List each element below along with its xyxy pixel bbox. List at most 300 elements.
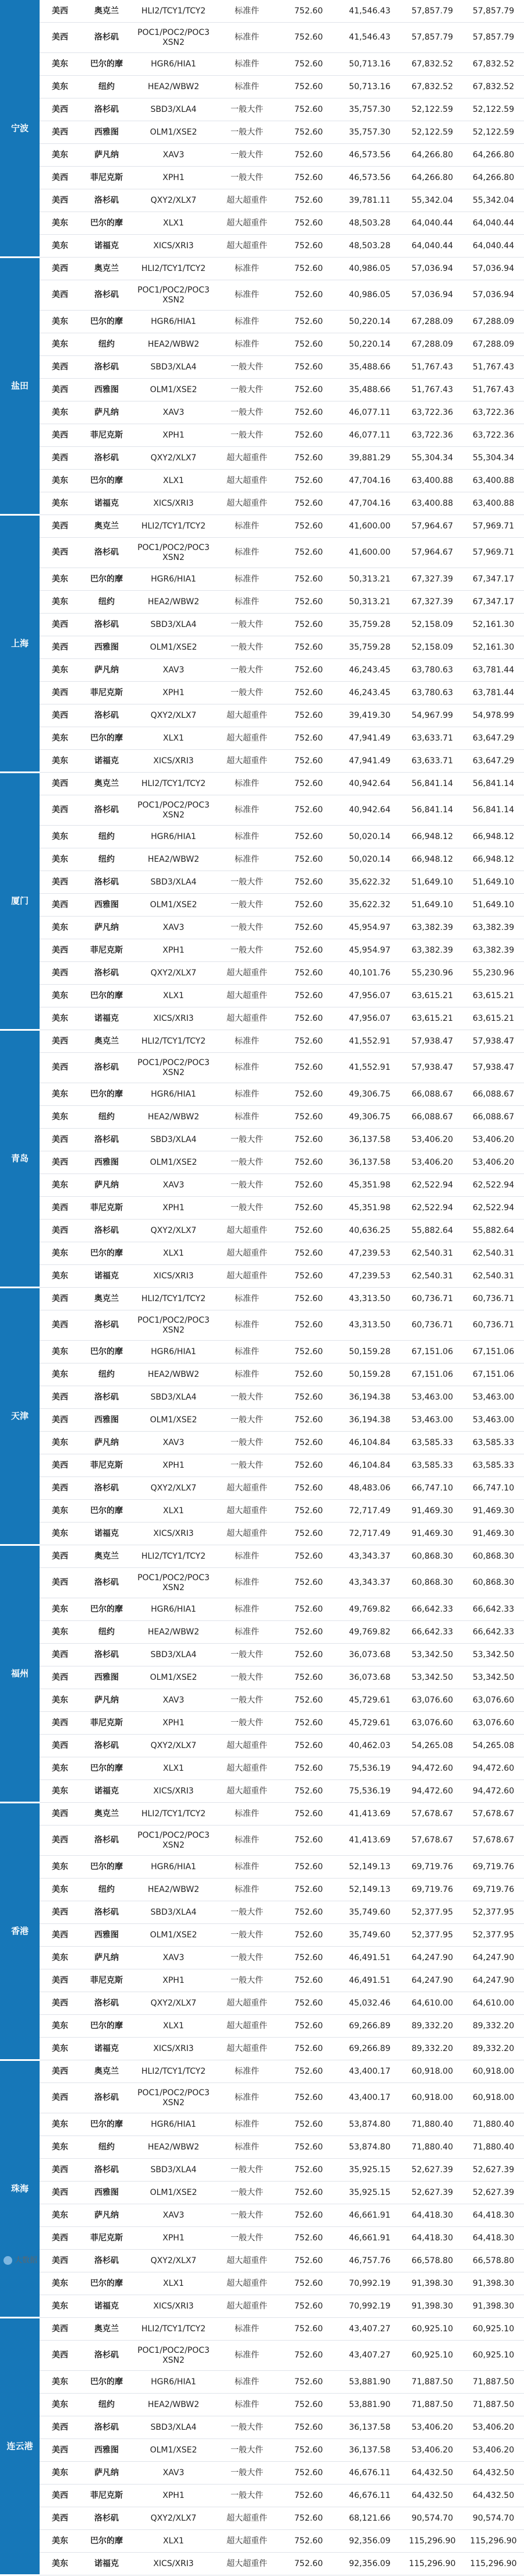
region-cell: 美西 [40, 424, 80, 447]
price-c-cell: 62,540.31 [463, 1265, 524, 1288]
region-cell: 美西 [40, 1477, 80, 1500]
price-c-cell: 63,076.60 [463, 1712, 524, 1735]
price-c-cell: 62,522.94 [463, 1197, 524, 1220]
item-type-cell: 一般大件 [214, 1644, 279, 1666]
price-a-cell: 41,413.69 [338, 1803, 402, 1826]
item-type-cell: 超大超重件 [214, 447, 279, 470]
item-type-cell: 一般大件 [214, 917, 279, 939]
price-b-cell: 63,780.63 [402, 682, 463, 704]
region-cell: 美东 [40, 2113, 80, 2136]
table-row [0, 1129, 524, 1151]
price-b-cell: 63,633.71 [402, 727, 463, 750]
price-c-cell: 63,615.21 [463, 1007, 524, 1030]
price-a-cell: 46,676.11 [338, 2485, 402, 2507]
price-c-cell: 53,342.50 [463, 1666, 524, 1689]
item-type-cell: 超大超重件 [214, 704, 279, 727]
price-a-cell: 39,419.30 [338, 704, 402, 727]
price-a-cell: 36,137.58 [338, 2439, 402, 2462]
port-name-cell: 宁波 [0, 0, 40, 258]
city-cell: 洛杉矶 [80, 356, 133, 379]
table-row [0, 2507, 524, 2530]
warehouse-code-cell: XLX1 [133, 985, 214, 1007]
price-b-cell: 66,578.80 [402, 2250, 463, 2272]
warehouse-code-cell: XLX1 [133, 1757, 214, 1780]
warehouse-code-cell: SBD3/XLA4 [133, 871, 214, 894]
item-type-cell: 标准件 [214, 0, 279, 23]
item-type-cell: 一般大件 [214, 1432, 279, 1454]
warehouse-code-cell: HLI2/TCY1/TCY2 [133, 0, 214, 23]
price-c-cell: 66,578.80 [463, 2250, 524, 2272]
region-cell: 美东 [40, 1083, 80, 1106]
price-b-cell: 57,964.67 [402, 538, 463, 568]
price-a-cell: 68,121.66 [338, 2507, 402, 2530]
price-a-cell: 75,536.19 [338, 1757, 402, 1780]
region-cell: 美西 [40, 2083, 80, 2113]
warehouse-code-cell: HLI2/TCY1/TCY2 [133, 1803, 214, 1826]
item-type-cell: 一般大件 [214, 894, 279, 917]
region-cell: 美西 [40, 2318, 80, 2341]
price-b-cell: 62,522.94 [402, 1197, 463, 1220]
price-a-cell: 41,552.91 [338, 1053, 402, 1083]
city-cell: 洛杉矶 [80, 2083, 133, 2113]
warehouse-code-cell: XAV3 [133, 1689, 214, 1712]
price-b-cell: 53,463.00 [402, 1409, 463, 1432]
table-row [0, 985, 524, 1007]
region-cell: 美东 [40, 333, 80, 356]
region-cell: 美东 [40, 1341, 80, 1363]
item-type-cell: 一般大件 [214, 1689, 279, 1712]
city-cell: 萨凡纳 [80, 1947, 133, 1969]
item-type-cell: 一般大件 [214, 1197, 279, 1220]
cost-value-cell: 752.60 [279, 750, 338, 773]
warehouse-code-cell: HLI2/TCY1/TCY2 [133, 1030, 214, 1053]
cost-value-cell: 752.60 [279, 2250, 338, 2272]
table-row [0, 2136, 524, 2159]
price-a-cell: 41,600.00 [338, 538, 402, 568]
price-a-cell: 72,717.49 [338, 1500, 402, 1523]
cost-value-cell: 752.60 [279, 2485, 338, 2507]
item-type-cell: 一般大件 [214, 2204, 279, 2227]
warehouse-code-cell: XLX1 [133, 2272, 214, 2295]
price-c-cell: 64,432.50 [463, 2462, 524, 2485]
warehouse-code-cell: XPH1 [133, 1712, 214, 1735]
price-b-cell: 63,076.60 [402, 1689, 463, 1712]
price-b-cell: 66,747.10 [402, 1477, 463, 1500]
region-cell: 美东 [40, 2272, 80, 2295]
price-c-cell: 66,642.33 [463, 1621, 524, 1644]
item-type-cell: 超大超重件 [214, 1992, 279, 2015]
price-b-cell: 60,918.00 [402, 2083, 463, 2113]
price-c-cell: 60,868.30 [463, 1568, 524, 1598]
item-type-cell: 标准件 [214, 848, 279, 871]
region-cell: 美西 [40, 0, 80, 23]
warehouse-code-cell: XICS/XRI3 [133, 2295, 214, 2318]
price-c-cell: 94,472.60 [463, 1757, 524, 1780]
city-cell: 菲尼克斯 [80, 1454, 133, 1477]
table-row [0, 2159, 524, 2182]
item-type-cell: 超大超重件 [214, 1757, 279, 1780]
city-cell: 奥克兰 [80, 1030, 133, 1053]
price-c-cell: 52,122.59 [463, 121, 524, 144]
price-b-cell: 94,472.60 [402, 1757, 463, 1780]
price-a-cell: 47,239.53 [338, 1242, 402, 1265]
cost-value-cell: 752.60 [279, 1598, 338, 1621]
city-cell: 纽约 [80, 826, 133, 848]
region-cell: 美西 [40, 1409, 80, 1432]
price-a-cell: 35,757.30 [338, 98, 402, 121]
region-cell: 美西 [40, 447, 80, 470]
warehouse-code-cell: HLI2/TCY1/TCY2 [133, 2060, 214, 2083]
item-type-cell: 超大超重件 [214, 2272, 279, 2295]
region-cell: 美东 [40, 401, 80, 424]
region-cell: 美东 [40, 1174, 80, 1197]
region-cell: 美东 [40, 2204, 80, 2227]
item-type-cell: 标准件 [214, 591, 279, 614]
price-c-cell: 63,076.60 [463, 1689, 524, 1712]
city-cell: 巴尔的摩 [80, 2015, 133, 2038]
table-row [0, 2530, 524, 2553]
price-a-cell: 40,101.76 [338, 962, 402, 985]
warehouse-code-cell: POC1/POC2/POC3 XSN2 [133, 1310, 214, 1341]
region-cell: 美西 [40, 258, 80, 280]
price-c-cell: 63,615.21 [463, 985, 524, 1007]
city-cell: 西雅图 [80, 2439, 133, 2462]
cost-value-cell: 752.60 [279, 826, 338, 848]
cost-value-cell: 752.60 [279, 2553, 338, 2575]
item-type-cell: 超大超重件 [214, 1500, 279, 1523]
city-cell: 萨凡纳 [80, 1174, 133, 1197]
region-cell: 美东 [40, 235, 80, 258]
price-c-cell: 67,347.17 [463, 568, 524, 591]
region-cell: 美西 [40, 2439, 80, 2462]
warehouse-code-cell: SBD3/XLA4 [133, 2416, 214, 2439]
region-cell: 美东 [40, 1242, 80, 1265]
city-cell: 巴尔的摩 [80, 1598, 133, 1621]
price-a-cell: 35,622.32 [338, 894, 402, 917]
item-type-cell: 超大超重件 [214, 1265, 279, 1288]
region-cell: 美东 [40, 144, 80, 167]
warehouse-code-cell: HGR6/HIA1 [133, 1083, 214, 1106]
price-b-cell: 53,342.50 [402, 1666, 463, 1689]
price-c-cell: 67,288.09 [463, 333, 524, 356]
warehouse-code-cell: POC1/POC2/POC3 XSN2 [133, 2083, 214, 2113]
city-cell: 洛杉矶 [80, 962, 133, 985]
region-cell: 美西 [40, 2060, 80, 2083]
cost-value-cell: 752.60 [279, 1500, 338, 1523]
city-cell: 菲尼克斯 [80, 1969, 133, 1992]
item-type-cell: 超大超重件 [214, 212, 279, 235]
city-cell: 萨凡纳 [80, 659, 133, 682]
price-a-cell: 36,194.38 [338, 1409, 402, 1432]
price-b-cell: 57,964.67 [402, 515, 463, 538]
item-type-cell: 标准件 [214, 2371, 279, 2394]
price-a-cell: 35,757.30 [338, 121, 402, 144]
warehouse-code-cell: XLX1 [133, 1242, 214, 1265]
table-row [0, 1310, 524, 1341]
city-cell: 洛杉矶 [80, 1826, 133, 1856]
city-cell: 诺福克 [80, 235, 133, 258]
price-b-cell: 63,722.36 [402, 401, 463, 424]
table-row [0, 2553, 524, 2575]
table-row [0, 538, 524, 568]
warehouse-code-cell: POC1/POC2/POC3 XSN2 [133, 23, 214, 53]
price-b-cell: 64,266.80 [402, 144, 463, 167]
price-a-cell: 41,552.91 [338, 1030, 402, 1053]
item-type-cell: 超大超重件 [214, 189, 279, 212]
item-type-cell: 标准件 [214, 1053, 279, 1083]
item-type-cell: 超大超重件 [214, 2530, 279, 2553]
table-row [0, 2182, 524, 2204]
table-row [0, 2416, 524, 2439]
region-cell: 美西 [40, 1901, 80, 1924]
price-b-cell: 63,076.60 [402, 1712, 463, 1735]
cost-value-cell: 752.60 [279, 53, 338, 76]
item-type-cell: 超大超重件 [214, 962, 279, 985]
price-b-cell: 91,398.30 [402, 2295, 463, 2318]
price-c-cell: 63,585.33 [463, 1432, 524, 1454]
table-row [0, 1454, 524, 1477]
price-c-cell: 57,678.67 [463, 1803, 524, 1826]
region-cell: 美西 [40, 1666, 80, 1689]
price-a-cell: 36,137.58 [338, 2416, 402, 2439]
cost-value-cell: 752.60 [279, 894, 338, 917]
price-a-cell: 36,073.68 [338, 1666, 402, 1689]
price-b-cell: 63,585.33 [402, 1454, 463, 1477]
city-cell: 诺福克 [80, 2038, 133, 2060]
price-a-cell: 47,956.07 [338, 985, 402, 1007]
region-cell: 美西 [40, 871, 80, 894]
price-b-cell: 57,857.79 [402, 0, 463, 23]
city-cell: 巴尔的摩 [80, 1341, 133, 1363]
price-c-cell: 64,266.80 [463, 167, 524, 189]
cost-value-cell: 752.60 [279, 2272, 338, 2295]
warehouse-code-cell: OLM1/XSE2 [133, 2182, 214, 2204]
table-row [0, 1106, 524, 1129]
table-row [0, 1735, 524, 1757]
warehouse-code-cell: POC1/POC2/POC3 XSN2 [133, 1826, 214, 1856]
city-cell: 洛杉矶 [80, 2341, 133, 2371]
table-row [0, 23, 524, 53]
price-a-cell: 49,769.82 [338, 1621, 402, 1644]
region-cell: 美西 [40, 704, 80, 727]
price-a-cell: 50,713.16 [338, 53, 402, 76]
city-cell: 洛杉矶 [80, 871, 133, 894]
warehouse-code-cell: HEA2/WBW2 [133, 1106, 214, 1129]
table-row [0, 2272, 524, 2295]
price-c-cell: 66,088.67 [463, 1083, 524, 1106]
price-b-cell: 57,938.47 [402, 1053, 463, 1083]
table-row [0, 939, 524, 962]
price-c-cell: 64,432.50 [463, 2485, 524, 2507]
item-type-cell: 标准件 [214, 1545, 279, 1568]
price-c-cell: 53,406.20 [463, 2439, 524, 2462]
warehouse-code-cell: HLI2/TCY1/TCY2 [133, 1288, 214, 1310]
price-a-cell: 35,749.60 [338, 1901, 402, 1924]
warehouse-code-cell: XPH1 [133, 1454, 214, 1477]
table-row [0, 614, 524, 636]
city-cell: 纽约 [80, 1363, 133, 1386]
table-row [0, 401, 524, 424]
table-row [0, 1288, 524, 1310]
city-cell: 洛杉矶 [80, 1220, 133, 1242]
price-a-cell: 53,874.80 [338, 2113, 402, 2136]
city-cell: 洛杉矶 [80, 795, 133, 826]
price-a-cell: 46,491.51 [338, 1969, 402, 1992]
table-row [0, 1197, 524, 1220]
item-type-cell: 标准件 [214, 53, 279, 76]
table-row [0, 2394, 524, 2416]
city-cell: 洛杉矶 [80, 2250, 133, 2272]
table-row [0, 1523, 524, 1545]
city-cell: 巴尔的摩 [80, 1083, 133, 1106]
price-b-cell: 53,463.00 [402, 1386, 463, 1409]
price-c-cell: 52,627.39 [463, 2182, 524, 2204]
city-cell: 西雅图 [80, 1924, 133, 1947]
price-c-cell: 67,832.52 [463, 76, 524, 98]
table-row [0, 311, 524, 333]
cost-value-cell: 752.60 [279, 2038, 338, 2060]
price-c-cell: 60,918.00 [463, 2060, 524, 2083]
cost-value-cell: 752.60 [279, 492, 338, 515]
price-c-cell: 115,296.90 [463, 2553, 524, 2575]
table-row [0, 76, 524, 98]
price-b-cell: 66,642.33 [402, 1598, 463, 1621]
item-type-cell: 超大超重件 [214, 750, 279, 773]
table-row [0, 2204, 524, 2227]
price-c-cell: 91,469.30 [463, 1500, 524, 1523]
city-cell: 洛杉矶 [80, 1568, 133, 1598]
price-a-cell: 45,032.46 [338, 1992, 402, 2015]
table-row [0, 2083, 524, 2113]
price-a-cell: 50,020.14 [338, 848, 402, 871]
region-cell: 美西 [40, 98, 80, 121]
cost-value-cell: 752.60 [279, 424, 338, 447]
price-b-cell: 52,627.39 [402, 2159, 463, 2182]
price-c-cell: 64,418.30 [463, 2227, 524, 2250]
cost-value-cell: 752.60 [279, 1220, 338, 1242]
cost-value-cell: 752.60 [279, 1568, 338, 1598]
price-a-cell: 50,220.14 [338, 311, 402, 333]
price-a-cell: 35,749.60 [338, 1924, 402, 1947]
item-type-cell: 一般大件 [214, 167, 279, 189]
cost-value-cell: 752.60 [279, 1007, 338, 1030]
price-a-cell: 43,313.50 [338, 1288, 402, 1310]
item-type-cell: 超大超重件 [214, 1523, 279, 1545]
table-row [0, 1621, 524, 1644]
city-cell: 萨凡纳 [80, 917, 133, 939]
warehouse-code-cell: POC1/POC2/POC3 XSN2 [133, 795, 214, 826]
city-cell: 西雅图 [80, 1409, 133, 1432]
item-type-cell: 一般大件 [214, 2416, 279, 2439]
price-c-cell: 63,647.29 [463, 727, 524, 750]
warehouse-code-cell: XAV3 [133, 2462, 214, 2485]
city-cell: 洛杉矶 [80, 98, 133, 121]
price-b-cell: 53,406.20 [402, 1129, 463, 1151]
warehouse-code-cell: XLX1 [133, 727, 214, 750]
item-type-cell: 标准件 [214, 2394, 279, 2416]
city-cell: 西雅图 [80, 2182, 133, 2204]
region-cell: 美东 [40, 2462, 80, 2485]
city-cell: 诺福克 [80, 1007, 133, 1030]
city-cell: 洛杉矶 [80, 1310, 133, 1341]
warehouse-code-cell: SBD3/XLA4 [133, 356, 214, 379]
city-cell: 菲尼克斯 [80, 167, 133, 189]
cost-value-cell: 752.60 [279, 2060, 338, 2083]
table-row [0, 1053, 524, 1083]
price-c-cell: 66,948.12 [463, 826, 524, 848]
cost-value-cell: 752.60 [279, 2083, 338, 2113]
price-b-cell: 51,649.10 [402, 871, 463, 894]
region-cell: 美东 [40, 591, 80, 614]
price-a-cell: 40,942.64 [338, 795, 402, 826]
price-b-cell: 66,088.67 [402, 1106, 463, 1129]
table-row [0, 0, 524, 23]
price-c-cell: 63,781.44 [463, 682, 524, 704]
price-b-cell: 63,382.39 [402, 917, 463, 939]
price-c-cell: 53,463.00 [463, 1386, 524, 1409]
city-cell: 诺福克 [80, 492, 133, 515]
price-b-cell: 69,719.76 [402, 1879, 463, 1901]
table-row [0, 1568, 524, 1598]
price-a-cell: 46,573.56 [338, 144, 402, 167]
price-c-cell: 94,472.60 [463, 1780, 524, 1803]
price-b-cell: 64,418.30 [402, 2204, 463, 2227]
cost-value-cell: 752.60 [279, 1924, 338, 1947]
cost-value-cell: 752.60 [279, 2530, 338, 2553]
table-row [0, 1409, 524, 1432]
price-b-cell: 60,868.30 [402, 1545, 463, 1568]
item-type-cell: 超大超重件 [214, 1477, 279, 1500]
city-cell: 洛杉矶 [80, 1901, 133, 1924]
city-cell: 巴尔的摩 [80, 1500, 133, 1523]
price-c-cell: 57,678.67 [463, 1826, 524, 1856]
region-cell: 美东 [40, 1523, 80, 1545]
warehouse-code-cell: XPH1 [133, 682, 214, 704]
price-c-cell: 67,151.06 [463, 1341, 524, 1363]
cost-value-cell: 752.60 [279, 1053, 338, 1083]
table-row [0, 917, 524, 939]
warehouse-code-cell: HEA2/WBW2 [133, 591, 214, 614]
price-a-cell: 69,266.89 [338, 2015, 402, 2038]
cost-value-cell: 752.60 [279, 2204, 338, 2227]
region-cell: 美西 [40, 614, 80, 636]
region-cell: 美西 [40, 1644, 80, 1666]
table-row [0, 1826, 524, 1856]
price-a-cell: 47,704.16 [338, 492, 402, 515]
cost-value-cell: 752.60 [279, 1879, 338, 1901]
port-name-cell: 青岛 [0, 1030, 40, 1288]
region-cell: 美东 [40, 568, 80, 591]
region-cell: 美西 [40, 2485, 80, 2507]
price-c-cell: 52,161.30 [463, 636, 524, 659]
warehouse-code-cell: XICS/XRI3 [133, 1523, 214, 1545]
city-cell: 西雅图 [80, 894, 133, 917]
warehouse-code-cell: QXY2/XLX7 [133, 962, 214, 985]
price-b-cell: 66,948.12 [402, 848, 463, 871]
item-type-cell: 一般大件 [214, 1386, 279, 1409]
price-b-cell: 60,736.71 [402, 1288, 463, 1310]
city-cell: 洛杉矶 [80, 280, 133, 311]
price-c-cell: 52,627.39 [463, 2159, 524, 2182]
cost-value-cell: 752.60 [279, 2394, 338, 2416]
table-row [0, 2485, 524, 2507]
item-type-cell: 超大超重件 [214, 1220, 279, 1242]
city-cell: 奥克兰 [80, 1545, 133, 1568]
warehouse-code-cell: XLX1 [133, 2015, 214, 2038]
region-cell: 美东 [40, 76, 80, 98]
warehouse-code-cell: OLM1/XSE2 [133, 894, 214, 917]
warehouse-code-cell: XICS/XRI3 [133, 492, 214, 515]
